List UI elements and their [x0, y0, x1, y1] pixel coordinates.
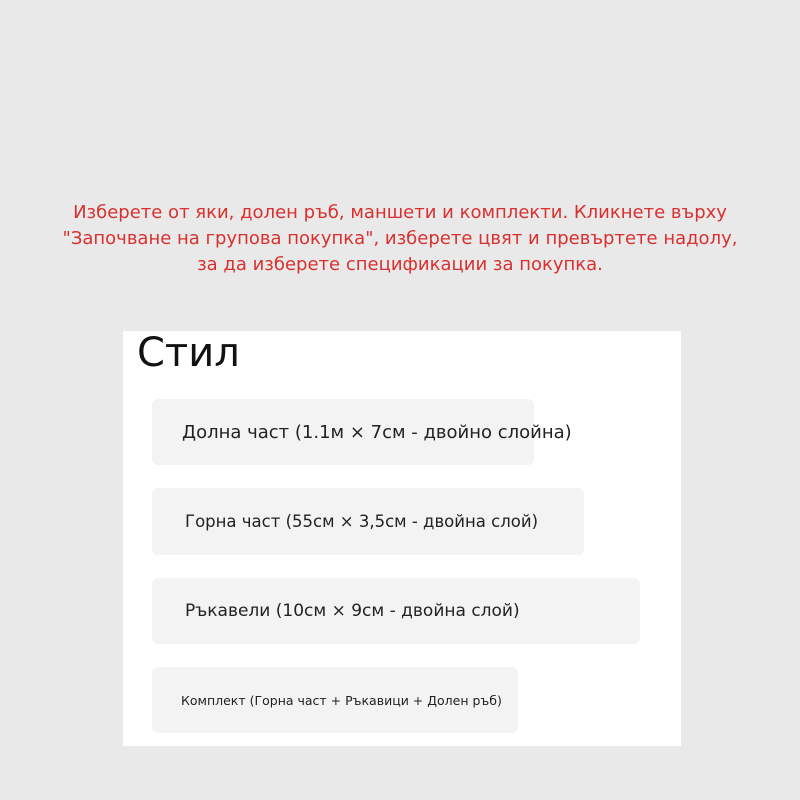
style-option-bottom-part[interactable] — [152, 399, 572, 465]
purchase-instructions — [0, 200, 800, 278]
instructions-line-2: "Започване на групова покупка", изберете цвят и превъртете надолу, — [62, 228, 738, 249]
style-option-top-part[interactable] — [152, 488, 584, 555]
style-option-label: Долна част (1.1м × 7см - двойно слойна) — [182, 421, 572, 443]
style-option-label: Комплект (Горна част + Ръкавици + Долен ръб) — [181, 692, 502, 708]
style-title: Стил — [137, 330, 240, 376]
instructions-line-1: Изберете от яки, долен ръб, маншети и комплекти. Кликнете върху — [73, 202, 727, 223]
style-option-cuffs[interactable] — [152, 578, 640, 644]
style-option-label: Горна част (55см × 3,5см - двойна слой) — [185, 512, 539, 531]
style-option-set[interactable] — [152, 667, 518, 733]
instructions-line-3: за да изберете спецификации за покупка. — [197, 254, 603, 275]
style-option-label: Ръкавели (10см × 9см - двойна слой) — [185, 601, 520, 621]
style-selection-panel — [123, 331, 681, 746]
